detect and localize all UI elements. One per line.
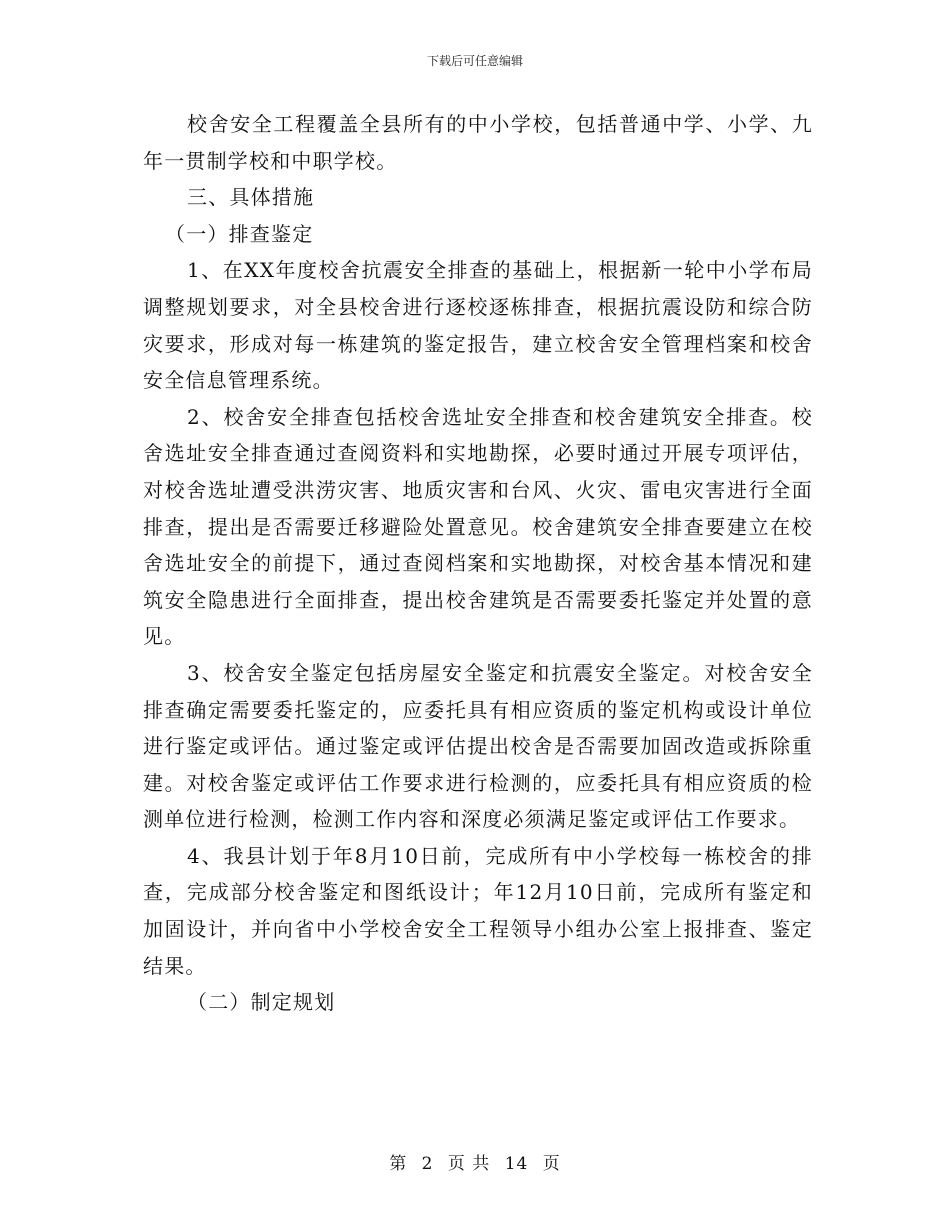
page-prefix: 第	[389, 1154, 408, 1174]
page-middle: 页 共	[447, 1154, 491, 1174]
paragraph-item-1: 1、在XX年度校舍抗震安全排查的基础上，根据新一轮中小学布局调整规划要求，对全县校舍进行逐校逐栋排查，根据抗震设防和综合防灾要求，形成对每一栋建筑的鉴定报告，建立校舍安全管理档案和校舍安全信息管理系统。	[143, 258, 813, 393]
page-suffix: 页	[542, 1154, 561, 1174]
page-current-number: 2	[421, 1154, 434, 1174]
document-body	[143, 106, 813, 1021]
page-total-number: 14	[504, 1154, 529, 1174]
paragraph-item-4: 4、我县计划于年8月10日前，完成所有中小学校每一栋校舍的排查，完成部分校舍鉴定和图纸设计；年12月10日前，完成所有鉴定和加固设计，并向省中小学校舍安全工程领导小组办公室上报排查、鉴定结果。	[143, 843, 813, 978]
page-header-note: 下载后可任意编辑	[426, 54, 523, 68]
subsection-heading-inspection: （一）排查鉴定	[165, 221, 314, 246]
paragraph-item-3: 3、校舍安全鉴定包括房屋安全鉴定和抗震安全鉴定。对校舍安全排查确定需要委托鉴定的，应委托具有相应资质的鉴定机构或设计单位进行鉴定或评估。通过鉴定或评估提出校舍是否需要加固改造或拆除重建。对校舍鉴定或评估工作要求进行检测的，应委托具有相应资质的检测单位进行检测，检测工作内容和深度必须满足鉴定或评估工作要求。	[143, 660, 813, 832]
section-heading-measures: 三、具体措施	[187, 185, 315, 210]
paragraph-item-2: 2、校舍安全排查包括校舍选址安全排查和校舍建筑安全排查。校舍选址安全排查通过查阅资料和实地勘探，必要时通过开展专项评估，对校舍选址遭受洪涝灾害、地质灾害和台风、火灾、雷电灾害进行全面排查，提出是否需要迁移避险处置意见。校舍建筑安全排查要建立在校舍选址安全的前提下，通过查阅档案和实地勘探，对校舍基本情况和建筑安全隐患进行全面排查，提出校舍建筑是否需要委托鉴定并处置的意见。	[143, 404, 813, 649]
subsection-heading-planning: （二）制定规划	[187, 990, 336, 1015]
page-footer	[0, 1153, 950, 1175]
paragraph-scope: 校舍安全工程覆盖全县所有的中小学校，包括普通中学、小学、九年一贯制学校和中职学校。	[143, 112, 813, 173]
